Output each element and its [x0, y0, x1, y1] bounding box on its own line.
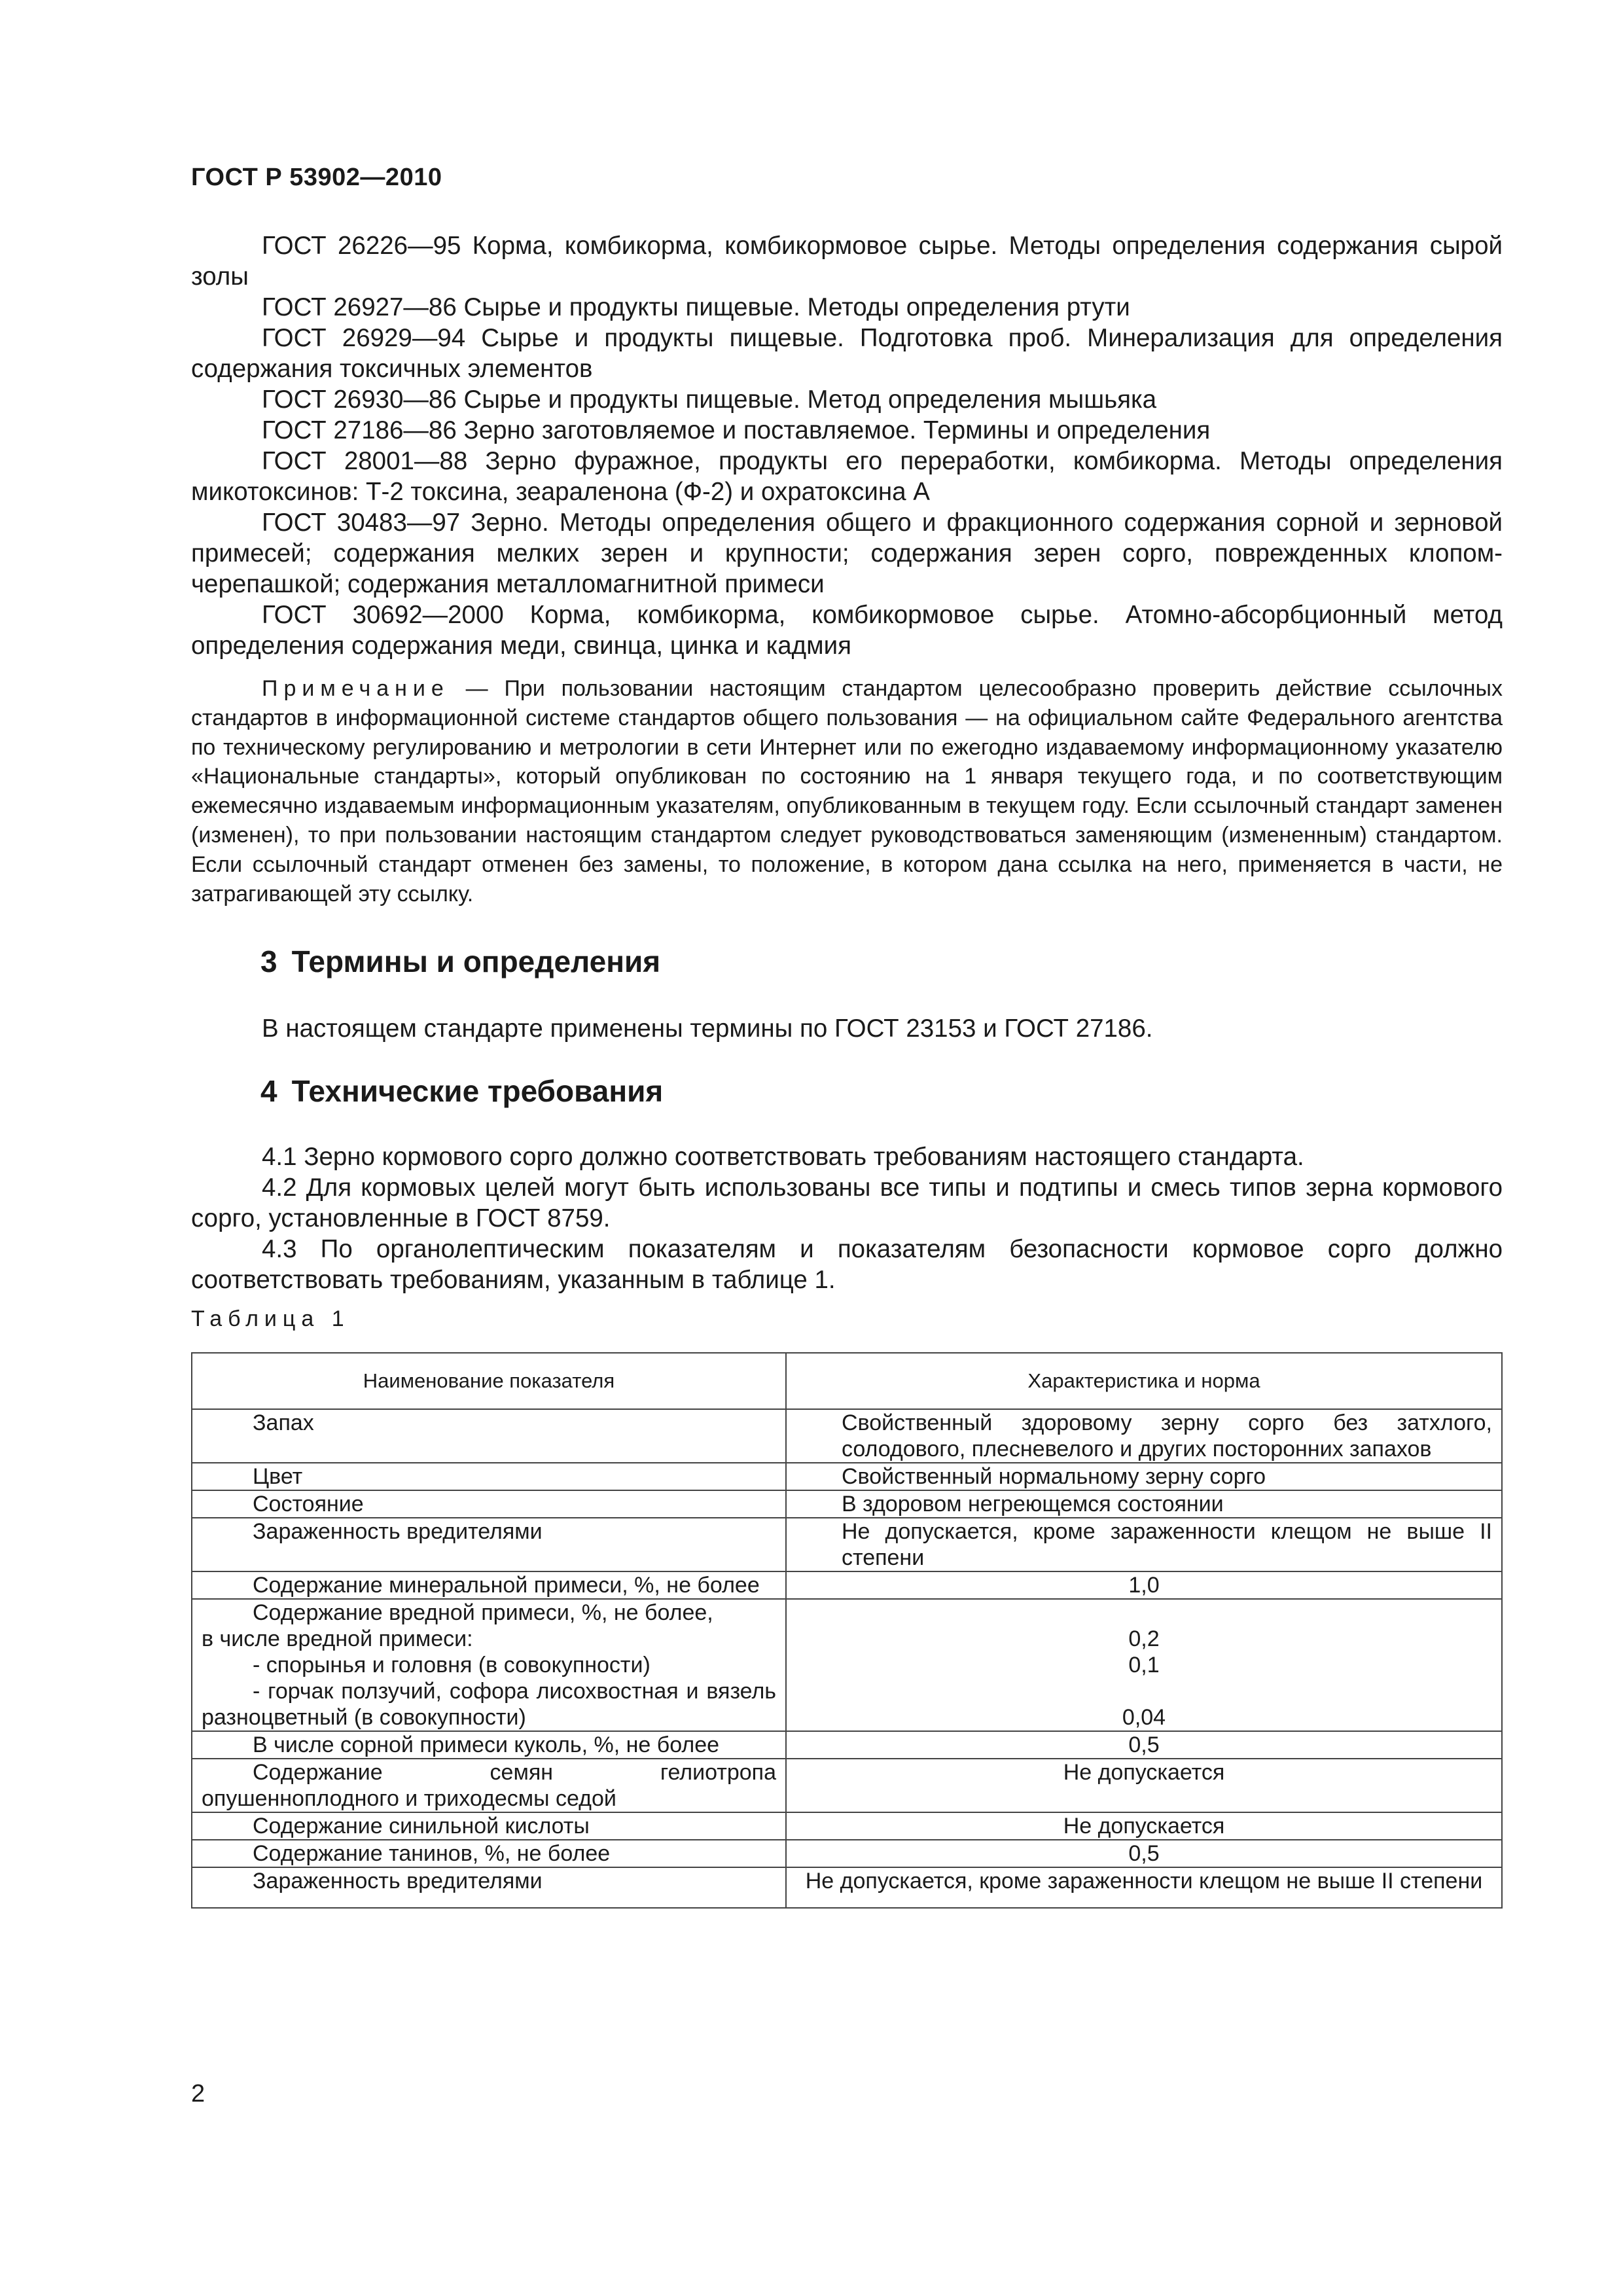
cell-line: - горчак ползучий, софора лисохвостная и вязель разноцветный (в совокупности) — [202, 1679, 776, 1730]
section-number: 3 — [260, 944, 277, 978]
normative-references — [191, 230, 1503, 661]
ref-item: ГОСТ 26927—86 Сырье и продукты пищевые. Методы определения ртути — [262, 293, 1130, 321]
cell-line: Содержание вредной примеси, %, не более, — [253, 1600, 713, 1625]
ref-item: ГОСТ 28001—88 Зерно фуражное, продукты его переработки, комбикорма. Методы определения микотоксинов: Т-2 токсина, зеараленона (Ф-2) и охратоксина А — [191, 447, 1503, 506]
table-row — [192, 1463, 1502, 1490]
paragraph: 4.3 По органолептическим показателям и показателям безопасности кормовое сорго должно соответствовать требованиям, указанным в таблице 1. — [191, 1235, 1503, 1294]
table-row — [192, 1518, 1502, 1571]
table-cell: 1,0 — [786, 1571, 1502, 1599]
note-text: — При пользовании настоящим стандартом целесообразно проверить действие ссылочных стандартов в информационной системе стандартов общего пользования — на официальном сайте Федерального агентства по техническому регулированию и метрологии в сети Интернет или по ежегодно издаваемому информационному указателю «Национальные стандарты», который опубликован по состоянию на 1 января текущего года, и по соответствующим ежемесячно издаваемым информационным указателям, опубликованным в текущем году. Если ссылочный стандарт заменен (изменен), то при пользовании настоящим стандартом следует руководствоваться заменяющим (измененным) стандартом. Если ссылочный стандарт отменен без замены, то положение, в котором дана ссылка на него, применяется в части, не затрагивающей эту ссылку. — [191, 676, 1503, 906]
section-title: Термины и определения — [291, 944, 661, 978]
paragraph: 4.2 Для кормовых целей могут быть использованы все типы и подтипы и смесь типов зерна кормового сорго, установленные в ГОСТ 8759. — [191, 1174, 1503, 1232]
table-row — [192, 1759, 1502, 1812]
table-cell: Зараженность вредителями — [192, 1518, 786, 1571]
table-row — [192, 1599, 1502, 1731]
table-cell: 0,5 — [786, 1840, 1502, 1867]
paragraph: В настоящем стандарте применены термины по ГОСТ 23153 и ГОСТ 27186. — [262, 1014, 1153, 1043]
table-cell: Цвет — [192, 1463, 786, 1490]
column-header: Наименование показателя — [192, 1353, 786, 1409]
ref-item: ГОСТ 30692—2000 Корма, комбикорма, комбикормовое сырье. Атомно-абсорбционный метод определения содержания меди, свинца, цинка и кадмия — [191, 601, 1503, 660]
section-title: Технические требования — [291, 1074, 664, 1108]
table-cell: Зараженность вредителями — [192, 1867, 786, 1908]
table-cell: Не допускается — [786, 1812, 1502, 1840]
ref-item: ГОСТ 26929—94 Сырье и продукты пищевые. Подготовка проб. Минерализация для определения содержания токсичных элементов — [191, 324, 1503, 383]
ref-item: ГОСТ 26930—86 Сырье и продукты пищевые. Метод определения мышьяка — [262, 386, 1157, 414]
table-row — [192, 1867, 1502, 1908]
table-row — [192, 1409, 1502, 1463]
table-cell: Содержание синильной кислоты — [192, 1812, 786, 1840]
table-row — [192, 1490, 1502, 1518]
column-header: Характеристика и норма — [786, 1353, 1502, 1409]
table-cell: 0,5 — [786, 1731, 1502, 1759]
table-cell: Не допускается, кроме зараженности клещом не выше II степени — [786, 1867, 1502, 1908]
section-number: 4 — [260, 1074, 277, 1108]
table-row — [192, 1571, 1502, 1599]
table-cell: Содержание танинов, %, не более — [192, 1840, 786, 1867]
table-cell: Состояние — [192, 1490, 786, 1518]
cell-line: - спорынья и головня (в совокупности) — [253, 1653, 651, 1677]
note-paragraph — [191, 674, 1503, 908]
table-cell: Не допускается — [786, 1759, 1502, 1812]
section-heading — [260, 1073, 663, 1109]
section-heading — [260, 944, 660, 979]
paragraph: 4.1 Зерно кормового сорго должно соответствовать требованиям настоящего стандарта. — [262, 1143, 1304, 1171]
section-4-text — [191, 1141, 1503, 1295]
section-3-text — [191, 1013, 1503, 1044]
table-cell: Не допускается, кроме зараженности клещом не выше II степени — [786, 1518, 1502, 1571]
ref-item: ГОСТ 27186—86 Зерно заготовляемое и поставляемое. Термины и определения — [262, 416, 1211, 444]
table-row — [192, 1840, 1502, 1867]
table-cell: Свойственный нормальному зерну сорго — [786, 1463, 1502, 1490]
table-caption: Таблица 1 — [191, 1306, 350, 1331]
page-number: 2 — [191, 2080, 205, 2108]
cell-line: в числе вредной примеси: — [202, 1626, 473, 1651]
ref-item: ГОСТ 30483—97 Зерно. Методы определения общего и фракционного содержания сорной и зерновой примесей; содержания мелких зерен и крупности; содержания зерен сорго, поврежденных клопом-черепашкой; содержания металломагнитной примеси — [191, 509, 1503, 598]
cell-line: 0,04 — [1122, 1705, 1166, 1730]
table-row — [192, 1731, 1502, 1759]
table-row — [192, 1812, 1502, 1840]
table-cell: В числе сорной примеси куколь, %, не более — [192, 1731, 786, 1759]
table-cell — [192, 1599, 786, 1731]
ref-item: ГОСТ 26226—95 Корма, комбикорма, комбикормовое сырье. Методы определения содержания сырой золы — [191, 232, 1503, 291]
table-cell: Содержание минеральной примеси, %, не более — [192, 1571, 786, 1599]
document-header: ГОСТ Р 53902—2010 — [191, 164, 442, 191]
table-cell: Содержание семян гелиотропа опушенноплодного и триходесмы седой — [192, 1759, 786, 1812]
table-cell: Запах — [192, 1409, 786, 1463]
table-cell — [786, 1599, 1502, 1731]
table-cell: В здоровом негреющемся состоянии — [786, 1490, 1502, 1518]
requirements-table — [191, 1352, 1503, 1909]
cell-line: 0,2 — [1128, 1626, 1160, 1651]
table-cell: Свойственный здоровому зерну сорго без затхлого, солодового, плесневелого и других посторонних запахов — [786, 1409, 1502, 1463]
table-header-row — [192, 1353, 1502, 1409]
cell-line: 0,1 — [1128, 1653, 1160, 1677]
note-label: Примечание — [262, 676, 450, 701]
